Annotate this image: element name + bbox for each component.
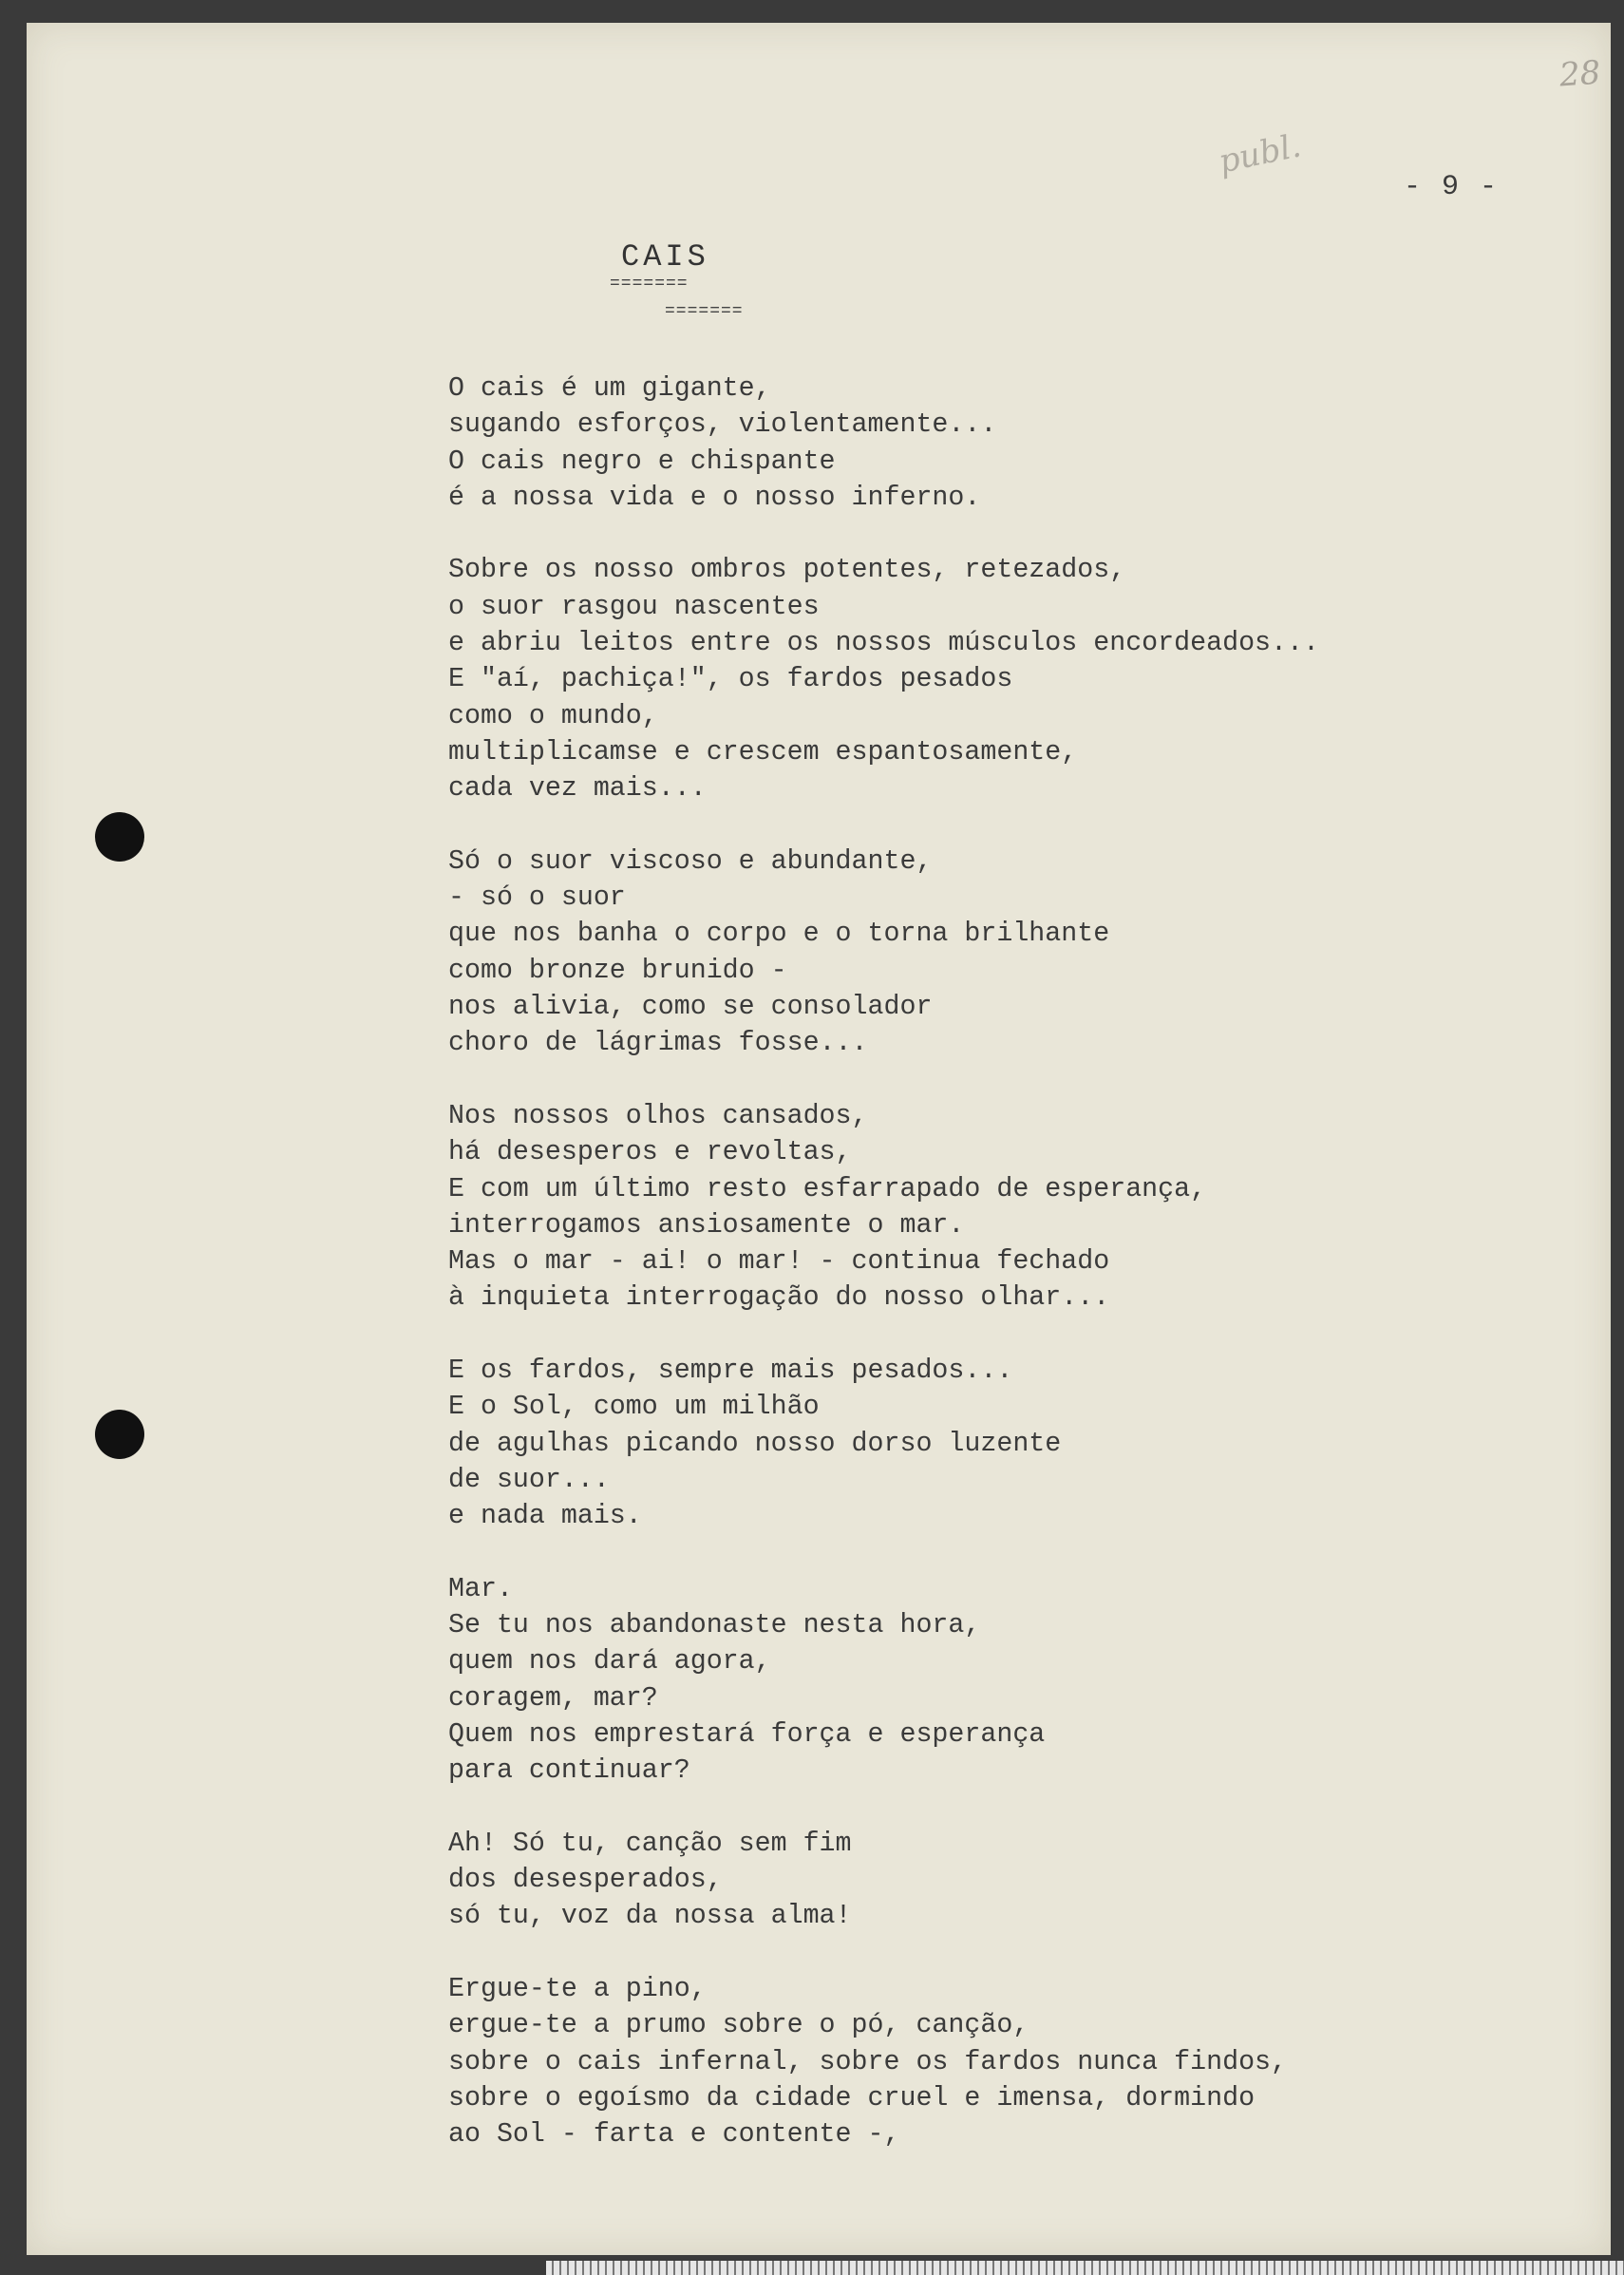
stanza [448,1971,1588,2152]
poem-line: cada vez mais... [448,773,707,805]
handwritten-annotation: publ. [1215,126,1305,181]
poem-line: E os fardos, sempre mais pesados... [448,1356,1013,1387]
poem-line: Ah! Só tu, canção sem fim [448,1828,852,1859]
poem-line: de agulhas picando nosso dorso luzente [448,1428,1062,1459]
stanza [448,1826,1588,1935]
page-number: - 9 - [1404,171,1500,203]
punch-hole [95,812,144,862]
stanza [448,370,1588,516]
stanza-gap [448,516,1588,552]
poem-line: como bronze brunido - [448,955,787,986]
poem-line: nos alivia, como se consolador [448,992,933,1023]
poem-line: choro de lágrimas fosse... [448,1028,868,1059]
stanza [448,552,1588,806]
poem-body [448,370,1588,2153]
stanza [448,844,1588,1062]
poem-line: e abriu leitos entre os nossos músculos encordeados... [448,628,1319,659]
poem-line: sugando esforços, violentamente... [448,409,997,441]
stanza-gap [448,1317,1588,1353]
stanza-gap [448,1062,1588,1098]
stanza-gap [448,1935,1588,1971]
stanza-gap [448,1790,1588,1826]
poem-line: para continuar? [448,1755,690,1787]
poem-line: Mar. [448,1573,513,1604]
poem-line: E com um último resto esfarrapado de esperança, [448,1173,1207,1204]
poem-line: Mas o mar - ai! o mar! - continua fechado [448,1246,1110,1278]
poem-line: O cais negro e chispante [448,446,836,477]
poem-line: e nada mais. [448,1501,642,1532]
poem-line: como o mundo, [448,700,658,731]
poem-line: dos desesperados, [448,1865,723,1896]
poem-line: E o Sol, como um milhão [448,1392,820,1423]
poem-line: Só o suor viscoso e abundante, [448,845,933,877]
poem-line: é a nossa vida e o nosso inferno. [448,482,981,513]
poem-line: Se tu nos abandonaste nesta hora, [448,1610,981,1641]
scale-ruler [546,2261,1624,2275]
poem-line: ao Sol - farta e contente -, [448,2119,900,2151]
stanza [448,1571,1588,1790]
stanza-gap [448,807,1588,844]
poem-line: sobre o egoísmo da cidade cruel e imensa, dormindo [448,2082,1256,2114]
poem-title: CAIS [621,239,709,275]
poem-line: sobre o cais infernal, sobre os fardos nunca findos, [448,2046,1288,2077]
poem-line: só tu, voz da nossa alma! [448,1901,852,1932]
paper-sheet [27,23,1611,2255]
poem-line: ergue-te a prumo sobre o pó, canção, [448,2010,1029,2041]
archive-number: 28 [1558,53,1602,95]
poem-line: Ergue-te a pino, [448,1974,707,2005]
poem-line: o suor rasgou nascentes [448,591,820,622]
poem-line: E "aí, pachiça!", os fardos pesados [448,664,1013,695]
poem-line: coragem, mar? [448,1682,658,1714]
stanza [448,1353,1588,1534]
poem-line: Sobre os nosso ombros potentes, retezados, [448,555,1126,586]
poem-line: de suor... [448,1464,610,1495]
punch-hole [95,1410,144,1459]
title-underline: ======= [610,275,689,294]
poem-line: multiplicamse e crescem espantosamente, [448,736,1078,768]
poem-line: O cais é um gigante, [448,373,771,404]
stanza [448,1098,1588,1317]
poem-line: que nos banha o corpo e o torna brilhante [448,919,1110,950]
poem-line: há desesperos e revoltas, [448,1137,852,1168]
poem-line: à inquieta interrogação do nosso olhar... [448,1282,1110,1314]
poem-line: Quem nos emprestará força e esperança [448,1718,1046,1750]
stanza-gap [448,1535,1588,1571]
poem-line: interrogamos ansiosamente o mar. [448,1209,965,1241]
title-underline: ======= [665,302,744,321]
poem-line: quem nos dará agora, [448,1646,771,1678]
poem-line: Nos nossos olhos cansados, [448,1100,868,1131]
poem-line: - só o suor [448,882,626,914]
